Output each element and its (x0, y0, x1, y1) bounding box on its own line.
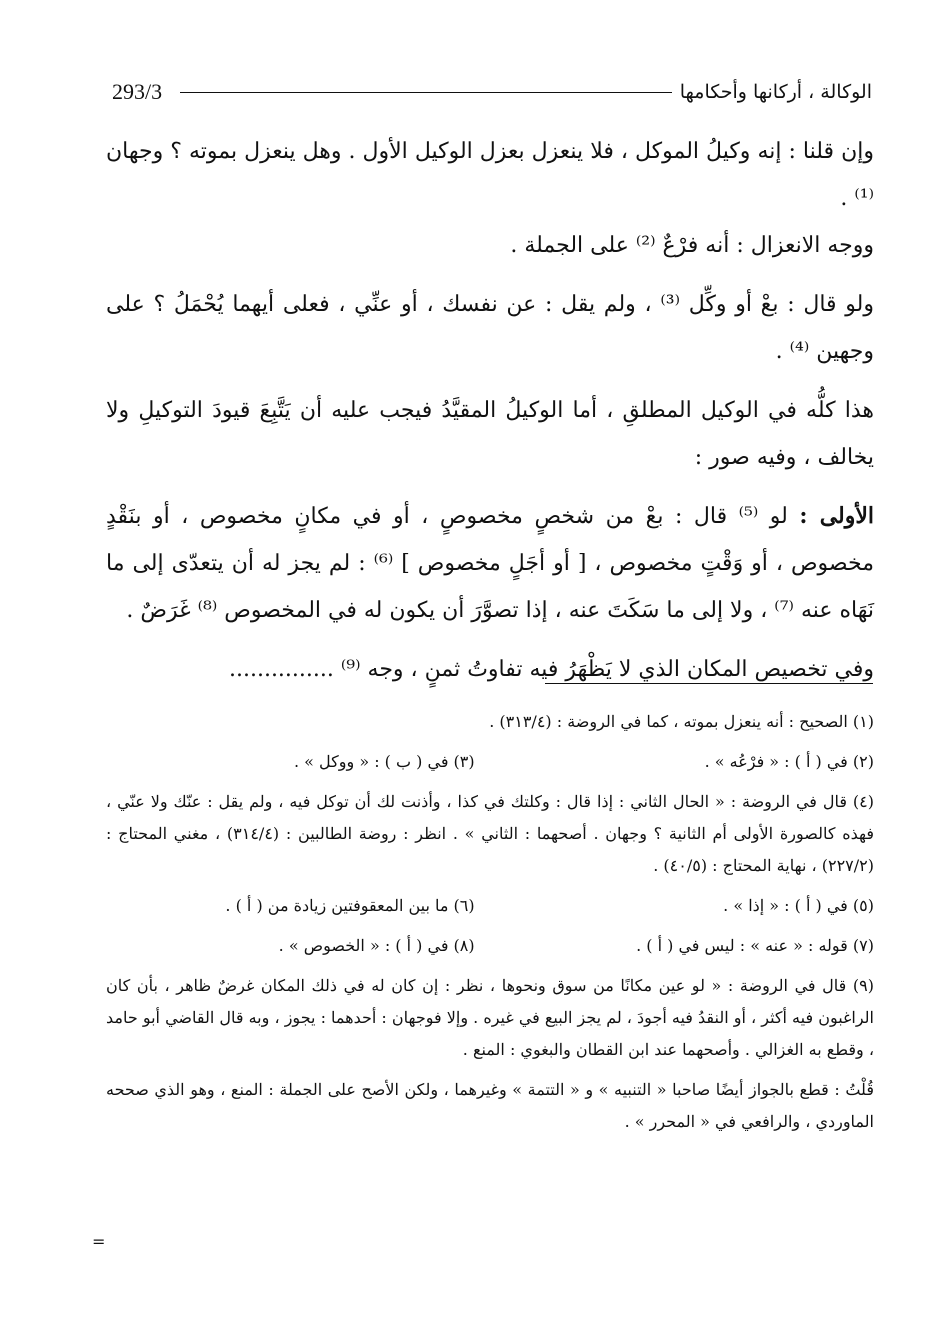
paragraph-4 (106, 493, 874, 634)
running-header (112, 72, 872, 112)
paragraph-1 (106, 128, 874, 269)
margin-mark: = (92, 1232, 106, 1251)
footnote-row-5-6 (106, 890, 874, 922)
paragraph-4-lead: الأولى : (799, 503, 875, 529)
footnotes (106, 706, 874, 1146)
header-rule (180, 92, 672, 93)
footnote-5: (٥) في ( أ ) : « إذا » . (723, 896, 874, 915)
paragraph-5-text: وفي تخصيص المكان الذي لا يَظْهَرُ فيه تفاوتُ ثمنٍ ، وجه ⁽⁹⁾ (340, 657, 874, 682)
main-text (106, 128, 874, 705)
paragraph-1-line-2: ووجه الانعزال : أنه فرْعٌ ⁽²⁾ على الجملة . (510, 233, 874, 258)
ellipsis-dots: ............... (228, 657, 334, 682)
footnote-4: (٤) قال في الروضة : « الحال الثاني : إذا قال : وكلتك في كذا ، وأذنت لك أن توكل فيه ، ولم يقل : عنّك ولا عنّي ، فهذه كالصورة الأولى أم الثانية ؟ وجهان . أصحهما : الثاني » . انظر : روضة الطالبين : (٣١٤/٤) ، مغني المحتاج : (٢٢٧/٢) ، نهاية المحتاج : (٤٠/٥) . (106, 792, 874, 875)
footnote-8: (٨) في ( أ ) : « الخصوص » . (278, 936, 475, 955)
chapter-title: الوكالة ، أركانها وأحكامها (679, 81, 872, 103)
footnote-9-continued: قُلْتُ : قطع بالجواز أيضًا صاحبا « التنبيه » و « التتمة » وغيرهما ، ولكن الأصح على الجملة : المنع ، وهو الذي صححه الماوردي ، والرافعي في « المحرر » . (106, 1080, 874, 1131)
footnote-row-2-3 (106, 746, 874, 778)
paragraph-4-text: لو ⁽⁵⁾ قال : بعْ من شخصٍ مخصوصٍ ، أو في مكانٍ مخصوص ، أو بنَقْدٍ مخصوص ، أو وَقْتٍ مخصوص ، [ أو أجَلٍ مخصوص ] ⁽⁶⁾ : لم يجز له أن يتعدّى إلى ما نَهَاه عنه ⁽⁷⁾ ، ولا إلى ما سَكَتَ عنه ، إذا تصوَّرَ أن يكون له في المخصوص ⁽⁸⁾ غَرَضٌ . (106, 504, 874, 623)
footnote-2: (٢) في ( أ ) : « فرْعُه » . (704, 752, 874, 771)
footnote-row-7-8 (106, 930, 874, 962)
paragraph-3: هذا كلُّه في الوكيل المطلقِ ، أما الوكيلُ المقيَّدُ فيجب عليه أن يَتَّبِعَ قيودَ التوكيلِ ولا يخالف ، وفيه صور : (106, 398, 874, 470)
footnote-separator (545, 683, 873, 684)
footnote-3: (٣) في ( ب ) : « ووكل » . (294, 752, 475, 771)
page-number: 293/3 (112, 79, 163, 104)
footnote-6: (٦) ما بين المعقوفتين زيادة من ( أ ) . (225, 896, 475, 915)
paragraph-1-line-1: وإن قلنا : إنه وكيلُ الموكل ، فلا ينعزل بعزل الوكيل الأول . وهل ينعزل بموته ؟ وجهان ⁽¹⁾ . (106, 139, 874, 211)
paragraph-5 (106, 646, 874, 693)
footnote-7: (٧) قوله : « عنه » : ليس في ( أ ) . (636, 936, 874, 955)
footnote-1: (١) الصحيح : أنه ينعزل بموته ، كما في الروضة : (٣١٣/٤) . (489, 712, 874, 731)
footnote-9: (٩) قال في الروضة : « لو عين مكانًا من سوق ونحوها ، نظر : إن كان له في ذلك المكان غرضٌ ظاهر ، بأن كان الراغبون فيه أكثر ، أو النقدُ فيه أجودَ ، لم يجز البيع في غيره . وإلا فوجهان : أحدهما : يجوز ، وبه قال القاضي أبو حامد ، وقطع به الغزالي . وأصحهما عند ابن القطان والبغوي : المنع . (106, 976, 875, 1059)
paragraph-2: ولو قال : بعْ أو وكِّل ⁽³⁾ ، ولم يقل : عن نفسك ، أو عنِّي ، فعلى أيهما يُحْمَلُ ؟ على وجهين ⁽⁴⁾ . (106, 292, 874, 364)
